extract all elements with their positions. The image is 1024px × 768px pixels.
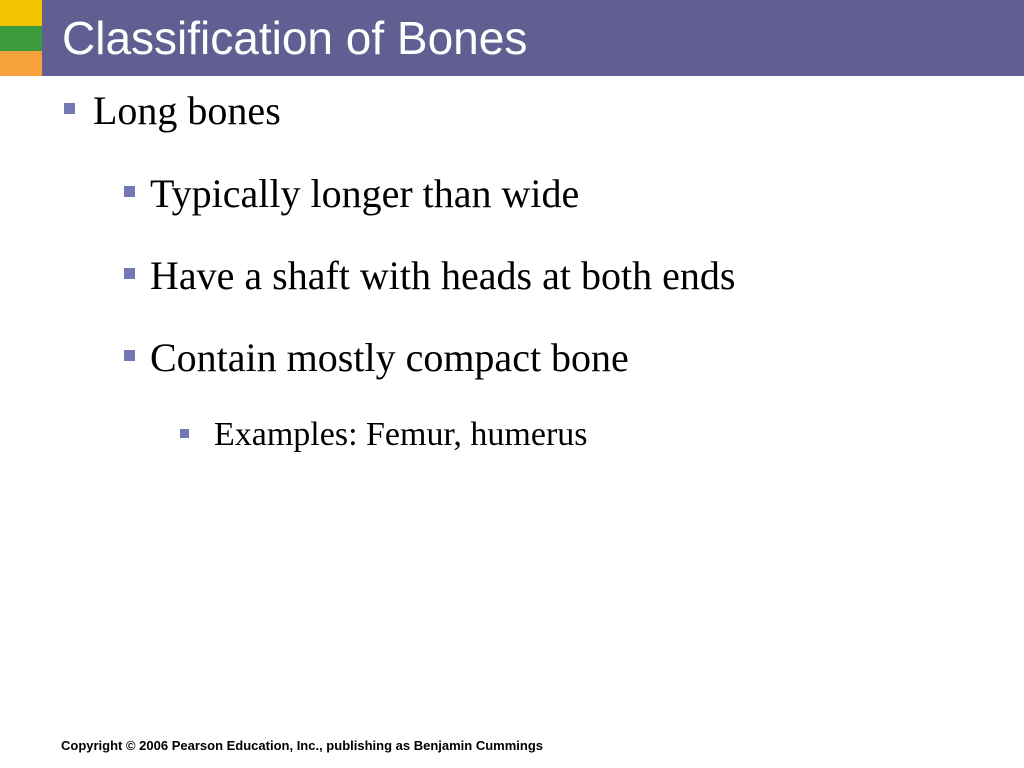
square-bullet-icon bbox=[180, 429, 189, 438]
accent-block-orange bbox=[0, 51, 42, 76]
accent-block-green bbox=[0, 26, 42, 51]
bullet-text: Contain mostly compact bone bbox=[150, 335, 629, 380]
title-bar bbox=[42, 0, 1024, 76]
square-bullet-icon bbox=[124, 350, 135, 361]
bullet-text: Examples: Femur, humerus bbox=[214, 416, 588, 453]
square-bullet-icon bbox=[124, 186, 135, 197]
slide-title: Classification of Bones bbox=[62, 12, 528, 64]
bullet-text: Have a shaft with heads at both ends bbox=[150, 253, 736, 298]
accent-block-yellow bbox=[0, 0, 42, 26]
square-bullet-icon bbox=[64, 103, 75, 114]
bullet-text: Long bones bbox=[93, 88, 281, 133]
bullet-text: Typically longer than wide bbox=[150, 171, 580, 216]
copyright-footer: Copyright © 2006 Pearson Education, Inc., publishing as Benjamin Cummings bbox=[61, 738, 543, 753]
square-bullet-icon bbox=[124, 268, 135, 279]
